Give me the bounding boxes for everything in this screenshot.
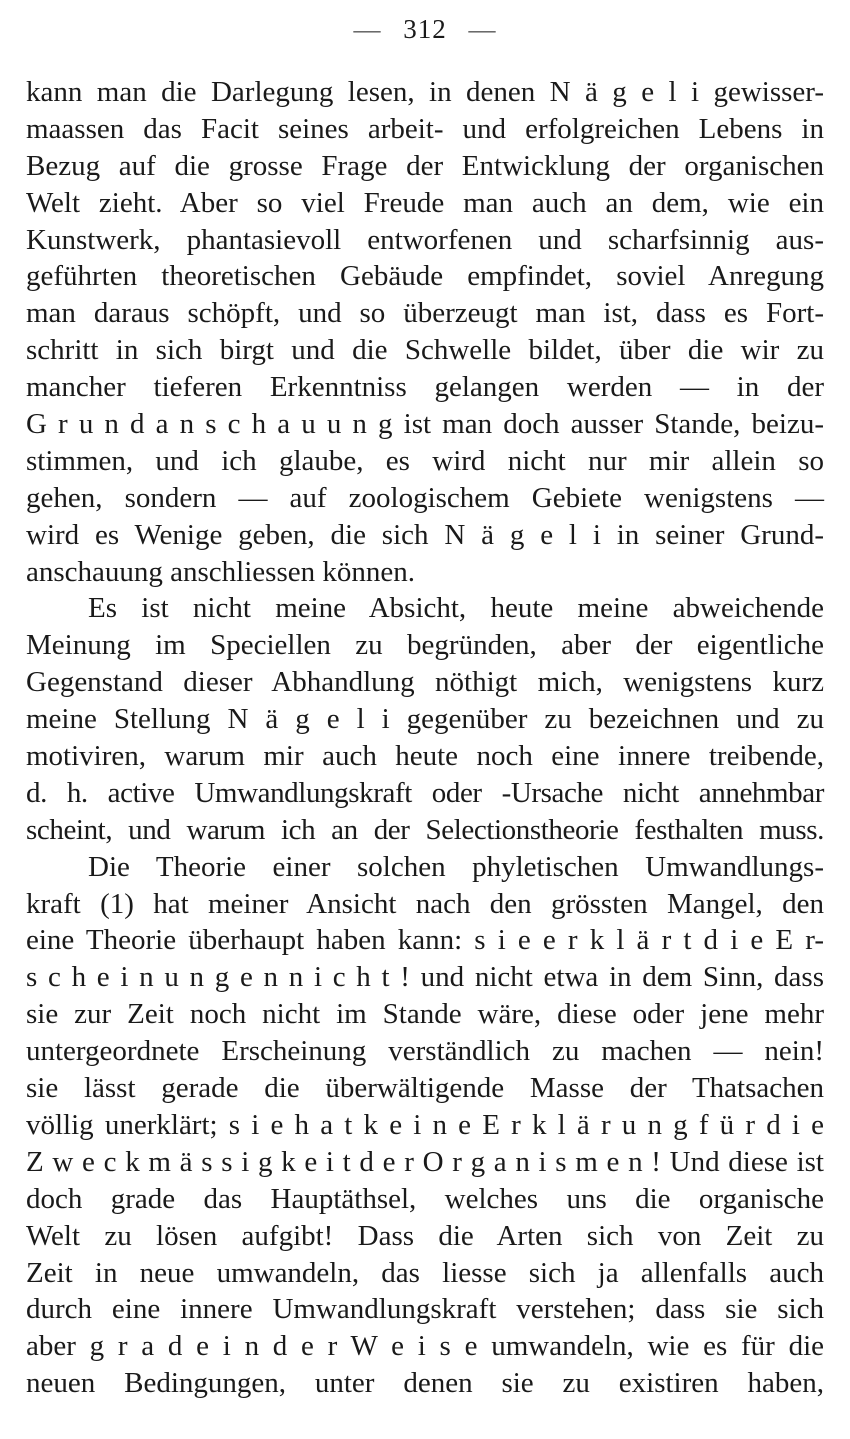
text-line: sie zur Zeit noch nicht im Stande wäre, diese oder jene mehr	[26, 998, 824, 1031]
text-line: stimmen, und ich glaube, es wird nicht nur mir allein so	[26, 444, 824, 477]
text-line: maassen das Facit seines arbeit- und erfolgreichen Lebens in	[26, 112, 824, 145]
body-text	[26, 74, 824, 1402]
page-number: 312	[403, 14, 447, 44]
text-line: doch grade das Hauptäthsel, welches uns die organische	[26, 1182, 824, 1215]
text-line: Bezug auf die grosse Frage der Entwicklung der organischen	[26, 149, 824, 182]
text-line: man daraus schöpft, und so überzeugt man ist, dass es Fort-	[26, 297, 824, 330]
text-line: schritt in sich birgt und die Schwelle bildet, über die wir zu	[26, 334, 824, 367]
text-line: Gegenstand dieser Abhandlung nöthigt mich, wenigstens kurz	[26, 666, 824, 699]
text-line: Die Theorie einer solchen phyletischen Umwandlungs-	[88, 850, 824, 883]
text-line: geführten theoretischen Gebäude empfindet, soviel Anregung	[26, 260, 824, 293]
text-line: Welt zu lösen aufgibt! Dass die Arten sich von Zeit zu	[26, 1219, 824, 1252]
text-line: Kunstwerk, phantasievoll entworfenen und scharfsinnig aus-	[26, 223, 824, 256]
text-line: Zeit in neue umwandeln, das liesse sich ja allenfalls auch	[26, 1256, 824, 1289]
text-line: untergeordnete Erscheinung verständlich zu machen — nein!	[26, 1035, 824, 1068]
text-line: scheint, und warum ich an der Selectionstheorie festhalten muss.	[26, 813, 824, 846]
text-line: sie lässt gerade die überwältigende Masse der Thatsachen	[26, 1072, 824, 1105]
text-line: durch eine innere Umwandlungskraft verstehen; dass sie sich	[26, 1293, 824, 1326]
text-line: motiviren, warum mir auch heute noch eine innere treibende,	[26, 740, 824, 773]
text-line: s c h e i n u n g e n n i c h t ! und nicht etwa in dem Sinn, dass	[26, 961, 824, 994]
text-line: anschauung anschliessen können.	[26, 555, 415, 588]
text-line: mancher tieferen Erkenntniss gelangen werden — in der	[26, 371, 824, 404]
text-line: G r u n d a n s c h a u u n g ist man doch ausser Stande, beizu-	[26, 408, 824, 441]
text-line: meine Stellung N ä g e l i gegenüber zu bezeichnen und zu	[26, 703, 824, 736]
text-line: Z w e c k m ä s s i g k e i t d e r O r g a n i s m e n ! Und diese ist	[26, 1145, 824, 1178]
text-line: gehen, sondern — auf zoologischem Gebiete wenigstens —	[26, 481, 824, 514]
text-line: Es ist nicht meine Absicht, heute meine abweichende	[88, 592, 824, 625]
text-line: neuen Bedingungen, unter denen sie zu existiren haben,	[26, 1367, 824, 1400]
text-line: Meinung im Speciellen zu begründen, aber der eigentliche	[26, 629, 824, 662]
text-line: kraft (1) hat meiner Ansicht nach den grössten Mangel, den	[26, 887, 824, 920]
text-line: kann man die Darlegung lesen, in denen N ä g e l i gewisser-	[26, 76, 824, 108]
text-line: Welt zieht. Aber so viel Freude man auch an dem, wie ein	[26, 186, 824, 219]
text-line: wird es Wenige geben, die sich N ä g e l i in seiner Grund-	[26, 518, 824, 551]
header-dash-left: —	[353, 14, 382, 44]
page-header	[0, 14, 850, 45]
text-line: d. h. active Umwandlungskraft oder -Ursache nicht annehmbar	[26, 776, 824, 809]
header-dash-right: —	[468, 14, 497, 44]
text-line: aber g r a d e i n d e r W e i s e umwandeln, wie es für die	[26, 1330, 824, 1363]
text-line: eine Theorie überhaupt haben kann: s i e e r k l ä r t d i e E r-	[26, 924, 824, 957]
text-line: völlig unerklärt; s i e h a t k e i n e E r k l ä r u n g f ü r d i e	[26, 1108, 824, 1141]
